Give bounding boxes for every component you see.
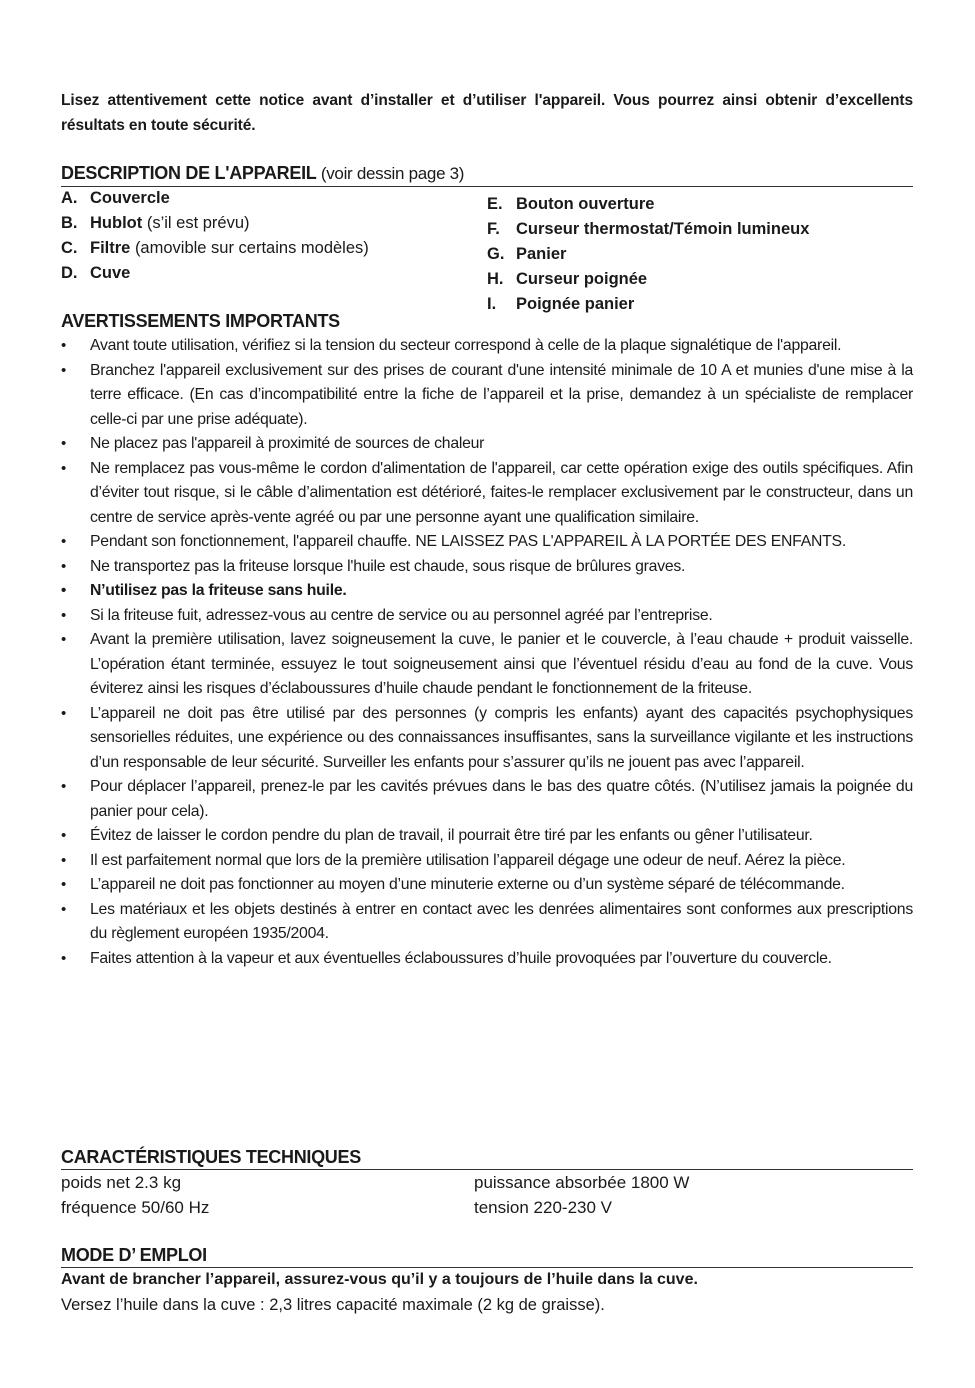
- spec-weight: poids net 2.3 kg: [61, 1173, 182, 1192]
- warning-item: • Évitez de laisser le cordon pendre du plan de travail, il pourrait être tiré par les enfants ou gêner l’utilisateur.: [61, 824, 913, 849]
- warning-item: • N’utilisez pas la friteuse sans huile.: [61, 579, 913, 604]
- description-heading: [61, 161, 913, 187]
- warning-item: • Branchez l'appareil exclusivement sur des prises de courant d'une intensité minimale de 10 A et munies d'une mise à la terre efficace. (En cas d’incompatibilité entre la fiche de l’appareil et la prise, demandez à un spécialiste de remplacer celle-ci par une prise adéquate).: [61, 359, 913, 433]
- warning-item: • Les matériaux et les objets destinés à entrer en contact avec les denrées alimentaires sont conformes aux prescriptions du règlement européen 1935/2004.: [61, 898, 913, 947]
- specs-row: [61, 1170, 913, 1195]
- description-title: DESCRIPTION DE L'APPAREIL: [61, 163, 317, 183]
- warning-item: • L’appareil ne doit pas être utilisé par des personnes (y compris les enfants) ayant des capacités psychophysiques sensorielles réduites, une expérience ou des connaissances insuffisantes, sans la surveillance vigilante et les instructions d’un responsable de leur sécurité. Surveiller les enfants pour s’assurer qu’ils ne jouent pas avec l’appareil.: [61, 702, 913, 776]
- warning-item: • Ne transportez pas la friteuse lorsque l'huile est chaude, sous risque de brûlures graves.: [61, 555, 913, 580]
- warnings-list: [61, 334, 913, 971]
- parts-list-right: [487, 192, 809, 317]
- warnings-heading: AVERTISSEMENTS IMPORTANTS: [61, 311, 340, 331]
- warning-item: • Il est parfaitement normal que lors de la première utilisation l’appareil dégage une odeur de neuf. Aérez la pièce.: [61, 849, 913, 874]
- specs-heading: CARACTÉRISTIQUES TECHNIQUES: [61, 1145, 913, 1170]
- warning-item: • Si la friteuse fuit, adressez-vous au centre de service ou au personnel agréé par l’entreprise.: [61, 604, 913, 629]
- warning-item: • Ne placez pas l'appareil à proximité de sources de chaleur: [61, 432, 913, 457]
- parts-list-left: [61, 186, 369, 286]
- mode-warning-line: Avant de brancher l’appareil, assurez-vous qu’il y a toujours de l’huile dans la cuve.: [61, 1271, 698, 1288]
- part-item: I. Poignée panier: [487, 295, 635, 313]
- part-item: A. Couvercle: [61, 189, 170, 207]
- specs-row: [61, 1195, 913, 1220]
- spec-frequency: fréquence 50/60 Hz: [61, 1198, 210, 1217]
- spec-power: puissance absorbée 1800 W: [474, 1173, 690, 1192]
- mode-heading: MODE D’ EMPLOI: [61, 1243, 913, 1268]
- part-item: H. Curseur poignée: [487, 270, 648, 288]
- intro-paragraph: Lisez attentivement cette notice avant d’installer et d’utiliser l'appareil. Vous pourrez ainsi obtenir d’excellents résultats en toute sécurité.: [61, 92, 913, 134]
- specs-table: [61, 1170, 913, 1220]
- description-aside: (voir dessin page 3): [320, 164, 465, 183]
- warning-item: • Avant toute utilisation, vérifiez si la tension du secteur correspond à celle de la plaque signalétique de l'appareil.: [61, 334, 913, 359]
- warning-item: • L’appareil ne doit pas fonctionner au moyen d’une minuterie externe ou d’un système séparé de télécommande.: [61, 873, 913, 898]
- part-item: G. Panier: [487, 245, 567, 263]
- part-item: E. Bouton ouverture: [487, 195, 655, 213]
- part-item: F. Curseur thermostat/Témoin lumineux: [487, 220, 810, 238]
- warning-item: • Faites attention à la vapeur et aux éventuelles éclaboussures d’huile provoquées par l’ouverture du couvercle.: [61, 947, 913, 972]
- spec-voltage: tension 220-230 V: [474, 1198, 612, 1217]
- warning-item: • Avant la première utilisation, lavez soigneusement la cuve, le panier et le couvercle, à l’eau chaude + produit vaisselle. L’opération étant terminée, essuyez le tout soigneusement ainsi que l’éventuel résidu d’eau au fond de la cuve. Vous éviterez ainsi les risques d’éclaboussures d’huile chaude pendant le fonctionnement de la friteuse.: [61, 628, 913, 702]
- mode-instruction: Versez l’huile dans la cuve : 2,3 litres capacité maximale (2 kg de graisse).: [61, 1296, 605, 1314]
- warning-item: • Pendant son fonctionnement, l'appareil chauffe. NE LAISSEZ PAS L'APPAREIL À LA PORTÉE DES ENFANTS.: [61, 530, 913, 555]
- warning-item: • Ne remplacez pas vous-même le cordon d'alimentation de l'appareil, car cette opération exige des outils spécifiques. Afin d’éviter tout risque, si le câble d’alimentation est détérioré, faites-le remplacer exclusivement par le constructeur, dans un centre de service après-vente agréé ou par une personne ayant une qualification similaire.: [61, 457, 913, 531]
- part-item: C. Filtre (amovible sur certains modèles): [61, 239, 369, 257]
- part-item: D. Cuve: [61, 264, 131, 282]
- part-item: B. Hublot (s’il est prévu): [61, 214, 250, 232]
- warning-item: • Pour déplacer l’appareil, prenez-le par les cavités prévues dans le bas des quatre côtés. (N’utilisez jamais la poignée du panier pour cela).: [61, 775, 913, 824]
